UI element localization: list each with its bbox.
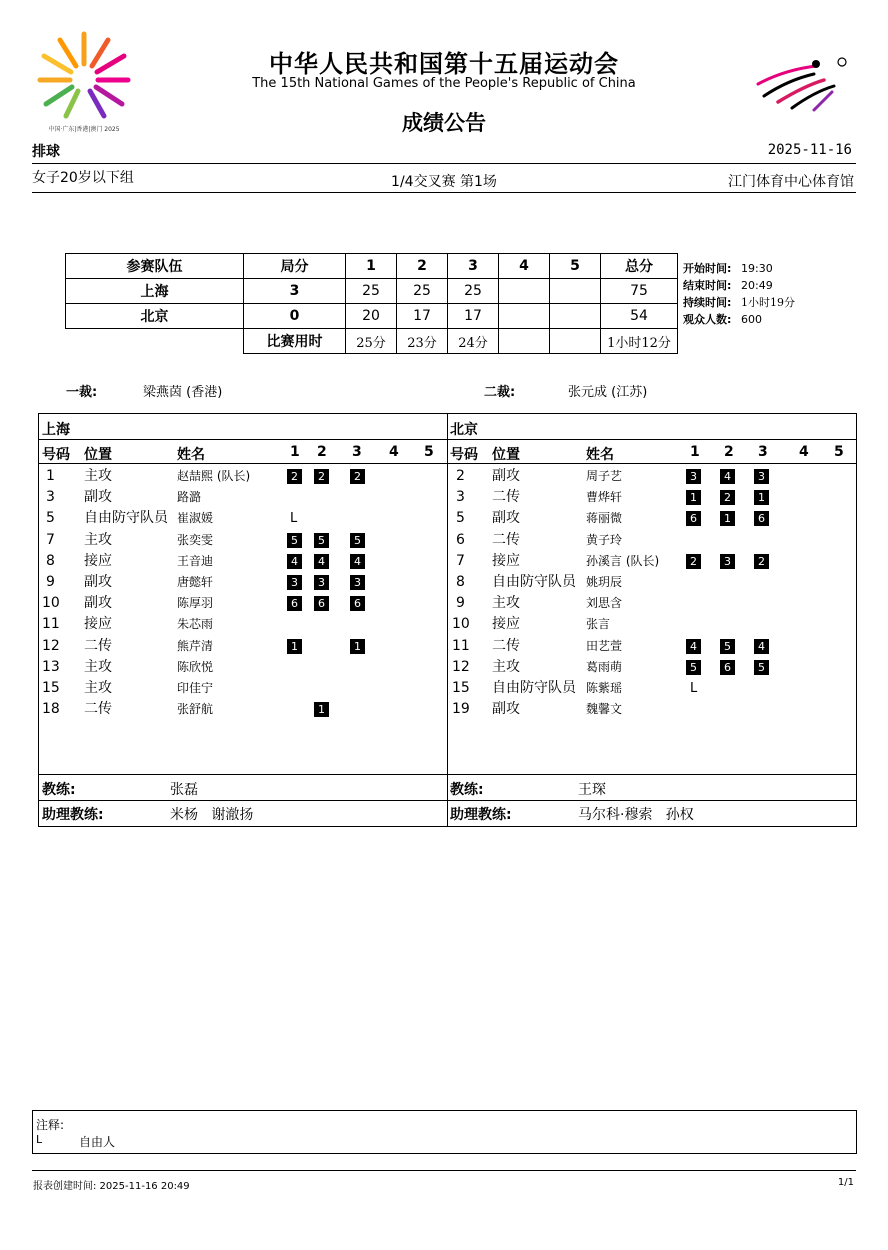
page-subtitle: The 15th National Games of the People's Republic of China bbox=[252, 76, 636, 91]
score-set: 17 bbox=[448, 304, 499, 329]
player-number: 9 bbox=[456, 595, 465, 612]
starting-position-marker: 1 bbox=[314, 702, 329, 717]
starting-position-marker: 4 bbox=[287, 554, 302, 569]
player-number: 8 bbox=[46, 552, 55, 569]
starting-position-marker: 1 bbox=[720, 511, 735, 526]
assistant-label: 助理教练: bbox=[42, 807, 104, 823]
player-position: 自由防守队员 bbox=[84, 510, 168, 527]
player-position: 副攻 bbox=[84, 489, 112, 506]
player-name: 魏馨文 bbox=[586, 702, 623, 717]
player-name: 曹烨轩 bbox=[586, 490, 623, 505]
score-header-set3: 3 bbox=[448, 254, 499, 279]
match-info bbox=[683, 260, 795, 328]
player-name: 赵喆熙 (队长) bbox=[177, 469, 251, 483]
player-number: 1 bbox=[46, 468, 55, 484]
score-set bbox=[499, 279, 550, 304]
player-row bbox=[0, 657, 888, 678]
player-number: 19 bbox=[452, 701, 470, 718]
player-number: 11 bbox=[452, 637, 470, 654]
col-set: 1 bbox=[290, 444, 300, 460]
starting-position-marker: 2 bbox=[350, 469, 365, 484]
player-number: 15 bbox=[452, 680, 470, 696]
player-number: 5 bbox=[456, 510, 465, 527]
player-number: 10 bbox=[42, 595, 60, 612]
report-title: 成绩公告 bbox=[402, 111, 486, 135]
player-name: 张奕雯 bbox=[177, 532, 214, 547]
team-name-right: 北京 bbox=[450, 422, 478, 438]
col-position: 位置 bbox=[492, 447, 520, 463]
player-position: 副攻 bbox=[492, 510, 520, 527]
starting-position-marker: 5 bbox=[350, 533, 365, 548]
set-duration: 25分 bbox=[346, 329, 397, 354]
player-position: 二传 bbox=[492, 531, 520, 548]
player-row bbox=[0, 551, 888, 572]
starting-position-marker: 4 bbox=[350, 554, 365, 569]
score-team: 北京 bbox=[66, 304, 244, 329]
match-info-row: 开始时间: 19:30 bbox=[683, 262, 773, 275]
venue-label: 江门体育中心体育馆 bbox=[728, 174, 854, 190]
panel-rule bbox=[38, 774, 856, 775]
starting-position-marker: 3 bbox=[686, 469, 701, 484]
player-name: 崔淑媛 bbox=[177, 511, 214, 526]
col-name: 姓名 bbox=[586, 447, 614, 463]
player-position: 主攻 bbox=[84, 658, 112, 675]
score-row bbox=[66, 304, 678, 329]
logo-caption: 中国·广东|香港|澳门 2025 bbox=[48, 126, 120, 133]
starting-position-marker: 5 bbox=[686, 660, 701, 675]
starting-position-marker: 6 bbox=[287, 596, 302, 611]
starting-position-marker: 3 bbox=[287, 575, 302, 590]
player-row bbox=[0, 593, 888, 614]
panel-rule bbox=[38, 800, 856, 801]
player-name: 张舒航 bbox=[177, 702, 214, 717]
match-info-row: 观众人数: 600 bbox=[683, 313, 762, 326]
notes-meaning: 自由人 bbox=[79, 1135, 116, 1149]
starting-position-marker: 2 bbox=[314, 469, 329, 484]
assistant-names: 米杨 谢澈扬 bbox=[170, 807, 254, 823]
player-position: 接应 bbox=[84, 616, 112, 633]
col-set: 5 bbox=[834, 444, 844, 460]
score-header-set2: 2 bbox=[397, 254, 448, 279]
score-sets: 0 bbox=[244, 304, 346, 329]
player-number: 12 bbox=[452, 658, 470, 675]
coach-name: 张磊 bbox=[170, 782, 198, 798]
starting-position-marker: 6 bbox=[314, 596, 329, 611]
header-rule bbox=[32, 163, 856, 164]
player-position: 接应 bbox=[492, 616, 520, 633]
duration-row bbox=[66, 329, 678, 354]
starting-position-marker: 3 bbox=[314, 575, 329, 590]
player-position: 二传 bbox=[492, 489, 520, 506]
player-name: 黄子玲 bbox=[586, 532, 623, 547]
assistant-names: 马尔科·穆索 孙权 bbox=[578, 807, 694, 823]
player-name: 陈欣悦 bbox=[177, 659, 214, 674]
col-position: 位置 bbox=[84, 447, 112, 463]
score-header-set1: 1 bbox=[346, 254, 397, 279]
player-position: 主攻 bbox=[84, 680, 112, 696]
starting-position-marker: 1 bbox=[754, 490, 769, 505]
coach-name: 王琛 bbox=[578, 782, 606, 798]
player-name: 刘思含 bbox=[586, 596, 623, 611]
second-referee: 张元成 (江苏) bbox=[568, 385, 648, 400]
starting-position-marker: 4 bbox=[720, 469, 735, 484]
player-name: 陈厚羽 bbox=[177, 596, 214, 611]
player-position: 副攻 bbox=[84, 574, 112, 590]
match-date: 2025-11-16 bbox=[767, 142, 852, 158]
player-number: 12 bbox=[42, 637, 60, 654]
libero-marker: L bbox=[290, 511, 298, 527]
player-number: 3 bbox=[46, 489, 55, 506]
player-name: 葛雨萌 bbox=[586, 659, 623, 674]
starting-position-marker: 2 bbox=[686, 554, 701, 569]
report-created: 报表创建时间: 2025-11-16 20:49 bbox=[33, 1181, 190, 1192]
score-header-set5: 5 bbox=[550, 254, 601, 279]
player-row bbox=[0, 636, 888, 657]
player-position: 接应 bbox=[84, 552, 112, 569]
player-number: 15 bbox=[42, 680, 60, 696]
player-name: 蒋丽微 bbox=[586, 511, 623, 526]
starting-position-marker: 4 bbox=[314, 554, 329, 569]
col-number: 号码 bbox=[42, 447, 70, 463]
score-set bbox=[499, 304, 550, 329]
player-position: 二传 bbox=[84, 637, 112, 654]
score-set: 25 bbox=[397, 279, 448, 304]
starting-position-marker: 2 bbox=[720, 490, 735, 505]
score-row bbox=[66, 279, 678, 304]
col-set: 1 bbox=[690, 444, 700, 460]
player-position: 自由防守队员 bbox=[492, 680, 576, 696]
group-label: 女子20岁以下组 bbox=[32, 170, 134, 186]
player-row bbox=[0, 572, 888, 593]
starting-position-marker: 4 bbox=[754, 639, 769, 654]
starting-position-marker: 3 bbox=[350, 575, 365, 590]
score-team: 上海 bbox=[66, 279, 244, 304]
score-table bbox=[65, 253, 678, 354]
round-label: 1/4交叉赛 第1场 bbox=[391, 174, 497, 190]
team-name-left: 上海 bbox=[42, 422, 70, 438]
footer-rule bbox=[32, 1170, 856, 1171]
col-set: 5 bbox=[424, 444, 434, 460]
player-position: 副攻 bbox=[492, 468, 520, 484]
player-name: 唐懿轩 bbox=[177, 575, 214, 589]
total-duration: 1小时12分 bbox=[601, 329, 678, 354]
player-position: 主攻 bbox=[492, 658, 520, 675]
player-name: 田艺萱 bbox=[586, 638, 623, 653]
player-position: 二传 bbox=[84, 701, 112, 718]
player-name: 熊芹清 bbox=[177, 638, 214, 653]
page-number: 1/1 bbox=[837, 1177, 854, 1188]
player-row bbox=[0, 530, 888, 551]
col-set: 2 bbox=[724, 444, 734, 460]
score-set bbox=[550, 304, 601, 329]
second-referee-label: 二裁: bbox=[484, 385, 516, 400]
first-referee: 梁燕茵 (香港) bbox=[143, 385, 223, 400]
score-set: 25 bbox=[448, 279, 499, 304]
player-number: 7 bbox=[456, 552, 465, 569]
col-name: 姓名 bbox=[177, 447, 205, 463]
player-name: 孙溪言 (队长) bbox=[586, 553, 660, 568]
score-header-set4: 4 bbox=[499, 254, 550, 279]
player-name: 路潞 bbox=[177, 490, 202, 505]
player-row bbox=[0, 614, 888, 635]
starting-position-marker: 5 bbox=[754, 660, 769, 675]
set-duration bbox=[550, 329, 601, 354]
score-header-total: 总分 bbox=[601, 254, 678, 279]
col-set: 4 bbox=[389, 444, 399, 460]
player-position: 自由防守队员 bbox=[492, 574, 576, 590]
player-number: 11 bbox=[42, 616, 60, 633]
starting-position-marker: 6 bbox=[350, 596, 365, 611]
panel-rule bbox=[38, 439, 856, 440]
player-number: 8 bbox=[456, 574, 465, 590]
player-number: 6 bbox=[456, 531, 465, 548]
column-headers-left bbox=[0, 444, 888, 464]
player-number: 3 bbox=[456, 489, 465, 506]
player-number: 9 bbox=[46, 574, 55, 590]
starting-position-marker: 3 bbox=[754, 469, 769, 484]
player-number: 13 bbox=[42, 658, 60, 675]
player-number: 2 bbox=[456, 468, 465, 484]
player-name: 姚玥辰 bbox=[586, 575, 623, 589]
header-rule-2 bbox=[32, 192, 856, 193]
coach-label: 教练: bbox=[450, 782, 484, 798]
player-row bbox=[0, 487, 888, 508]
player-number: 18 bbox=[42, 701, 60, 718]
player-row bbox=[0, 466, 888, 487]
match-info-row: 持续时间: 1小时19分 bbox=[683, 296, 795, 309]
score-set bbox=[550, 279, 601, 304]
starting-position-marker: 1 bbox=[287, 639, 302, 654]
player-name: 印佳宁 bbox=[177, 681, 214, 695]
starting-position-marker: 5 bbox=[287, 533, 302, 548]
notes-key: L bbox=[36, 1133, 43, 1146]
set-duration: 24分 bbox=[448, 329, 499, 354]
score-header-sets: 局分 bbox=[244, 254, 346, 279]
notes-label: 注释: bbox=[36, 1118, 65, 1132]
score-set: 20 bbox=[346, 304, 397, 329]
starting-position-marker: 5 bbox=[720, 639, 735, 654]
player-number: 5 bbox=[46, 510, 55, 527]
starting-position-marker: 6 bbox=[720, 660, 735, 675]
player-row bbox=[0, 678, 888, 699]
score-set: 25 bbox=[346, 279, 397, 304]
player-position: 副攻 bbox=[84, 595, 112, 612]
starting-position-marker: 1 bbox=[350, 639, 365, 654]
starting-position-marker: 3 bbox=[720, 554, 735, 569]
assistant-label: 助理教练: bbox=[450, 807, 512, 823]
player-name: 王音迪 bbox=[177, 553, 214, 568]
starting-position-marker: 6 bbox=[754, 511, 769, 526]
player-position: 接应 bbox=[492, 552, 520, 569]
player-name: 朱芯雨 bbox=[177, 617, 214, 632]
first-referee-label: 一裁: bbox=[66, 385, 98, 400]
player-number: 10 bbox=[452, 616, 470, 633]
starting-position-marker: 5 bbox=[314, 533, 329, 548]
player-name: 陈紫瑶 bbox=[586, 681, 623, 695]
score-total: 75 bbox=[601, 279, 678, 304]
starting-position-marker: 2 bbox=[287, 469, 302, 484]
match-info-row: 结束时间: 20:49 bbox=[683, 279, 773, 292]
starting-position-marker: 4 bbox=[686, 639, 701, 654]
score-total: 54 bbox=[601, 304, 678, 329]
col-set: 4 bbox=[799, 444, 809, 460]
set-duration: 23分 bbox=[397, 329, 448, 354]
starting-position-marker: 1 bbox=[686, 490, 701, 505]
col-set: 3 bbox=[352, 444, 362, 460]
duration-label: 比赛用时 bbox=[244, 329, 346, 354]
set-duration bbox=[499, 329, 550, 354]
col-set: 3 bbox=[758, 444, 768, 460]
player-position: 主攻 bbox=[84, 531, 112, 548]
starting-position-marker: 2 bbox=[754, 554, 769, 569]
player-position: 主攻 bbox=[492, 595, 520, 612]
score-header-team: 参赛队伍 bbox=[66, 254, 244, 279]
sport-label: 排球 bbox=[32, 144, 60, 160]
player-position: 主攻 bbox=[84, 468, 112, 484]
player-row bbox=[0, 699, 888, 720]
player-position: 副攻 bbox=[492, 701, 520, 718]
score-set: 17 bbox=[397, 304, 448, 329]
score-sets: 3 bbox=[244, 279, 346, 304]
player-name: 张言 bbox=[586, 617, 611, 632]
player-row bbox=[0, 508, 888, 529]
page-title: 中华人民共和国第十五届运动会 bbox=[269, 50, 619, 78]
col-set: 2 bbox=[317, 444, 327, 460]
col-number: 号码 bbox=[450, 447, 478, 463]
starting-position-marker: 6 bbox=[686, 511, 701, 526]
libero-marker: L bbox=[690, 681, 698, 696]
player-position: 二传 bbox=[492, 637, 520, 654]
player-number: 7 bbox=[46, 531, 55, 548]
coach-label: 教练: bbox=[42, 782, 76, 798]
notes-box bbox=[32, 1110, 857, 1154]
player-name: 周子艺 bbox=[586, 469, 623, 483]
